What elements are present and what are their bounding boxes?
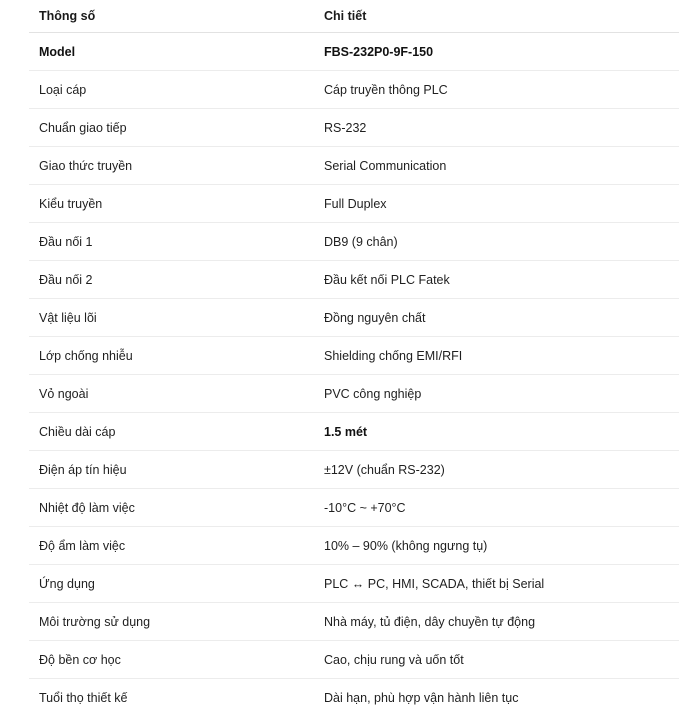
table-row [29,185,679,223]
parameter-cell: Độ bền cơ học [29,641,314,679]
table-row [29,375,679,413]
detail-cell: RS-232 [314,109,679,147]
detail-cell: Shielding chống EMI/RFI [314,337,679,375]
detail-cell: 1.5 mét [314,413,679,451]
table-row [29,603,679,641]
table-row [29,109,679,147]
table-row [29,299,679,337]
table-row [29,413,679,451]
parameter-cell: Chuẩn giao tiếp [29,109,314,147]
detail-cell: Serial Communication [314,147,679,185]
detail-cell: -10°C ~ +70°C [314,489,679,527]
parameter-cell: Đầu nối 1 [29,223,314,261]
detail-cell: Cao, chịu rung và uốn tốt [314,641,679,679]
parameter-cell: Model [29,33,314,71]
detail-cell: PLC ↔ PC, HMI, SCADA, thiết bị Serial [314,565,679,603]
detail-cell: Dài hạn, phù hợp vận hành liên tục [314,679,679,716]
detail-cell: Nhà máy, tủ điện, dây chuyền tự động [314,603,679,641]
column-header-detail: Chi tiết [314,0,679,33]
parameter-cell: Điện áp tín hiệu [29,451,314,489]
detail-cell: PVC công nghiệp [314,375,679,413]
parameter-cell: Loại cáp [29,71,314,109]
spec-table [29,0,679,716]
table-row [29,33,679,71]
table-row [29,147,679,185]
table-row [29,489,679,527]
detail-cell: Đầu kết nối PLC Fatek [314,261,679,299]
parameter-cell: Vật liệu lõi [29,299,314,337]
table-header-row [29,0,679,33]
parameter-cell: Nhiệt độ làm việc [29,489,314,527]
parameter-cell: Giao thức truyền [29,147,314,185]
column-header-parameter: Thông số [29,0,314,33]
parameter-cell: Lớp chống nhiễu [29,337,314,375]
parameter-cell: Môi trường sử dụng [29,603,314,641]
table-row [29,679,679,716]
parameter-cell: Ứng dụng [29,565,314,603]
parameter-cell: Đầu nối 2 [29,261,314,299]
detail-cell: DB9 (9 chân) [314,223,679,261]
parameter-cell: Tuổi thọ thiết kế [29,679,314,716]
table-row [29,641,679,679]
table-row [29,527,679,565]
parameter-cell: Kiểu truyền [29,185,314,223]
table-row [29,261,679,299]
parameter-cell: Chiều dài cáp [29,413,314,451]
detail-cell: 10% – 90% (không ngưng tụ) [314,527,679,565]
detail-cell: ±12V (chuẩn RS-232) [314,451,679,489]
detail-cell: Cáp truyền thông PLC [314,71,679,109]
table-row [29,223,679,261]
detail-cell: FBS-232P0-9F-150 [314,33,679,71]
table-row [29,565,679,603]
parameter-cell: Vỏ ngoài [29,375,314,413]
table-row [29,337,679,375]
parameter-cell: Độ ẩm làm việc [29,527,314,565]
detail-cell: Đồng nguyên chất [314,299,679,337]
table-row [29,71,679,109]
table-row [29,451,679,489]
spec-table-body [29,33,679,716]
detail-cell: Full Duplex [314,185,679,223]
